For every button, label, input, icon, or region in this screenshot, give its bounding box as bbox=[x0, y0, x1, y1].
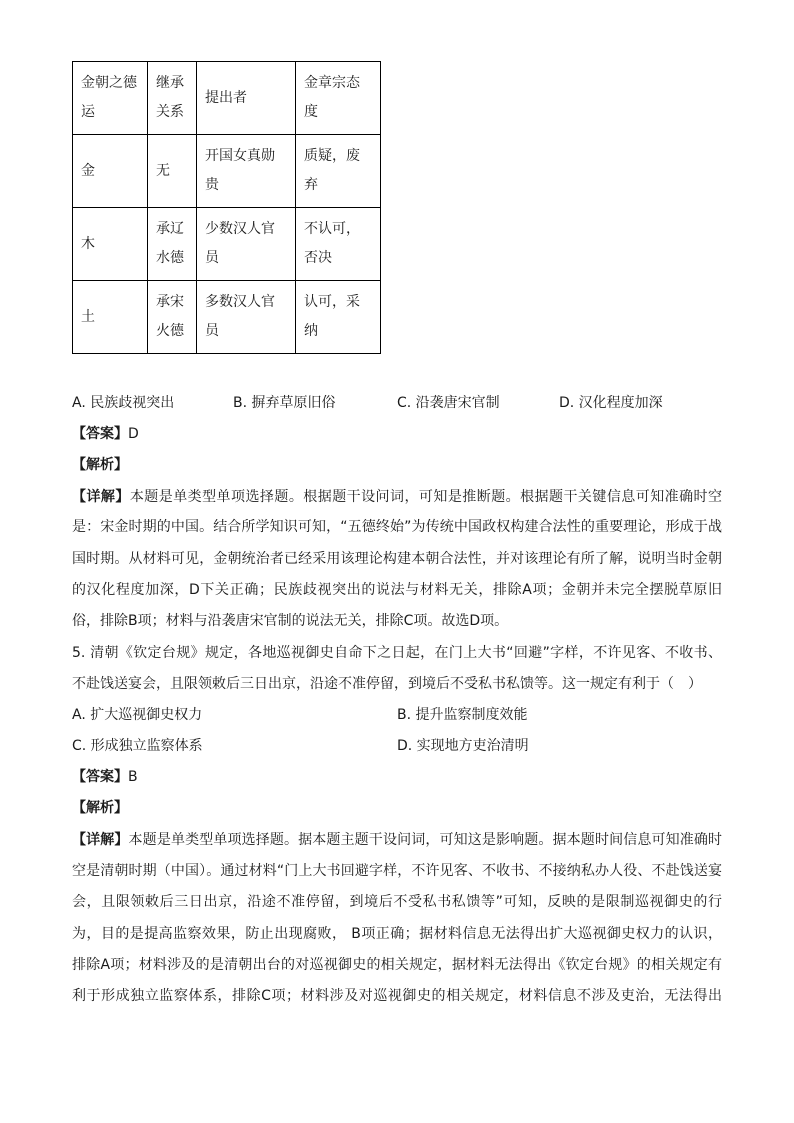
q5-detail-text: 本题是单类型单项选择题。据本题主题干设问词，可知这是影响题。据本题时间信息可知准确时 bbox=[128, 832, 723, 848]
answer-tag: 【答案】 bbox=[72, 769, 128, 785]
q5-analysis-line bbox=[72, 798, 722, 818]
analysis-tag: 【解析】 bbox=[72, 457, 128, 473]
table-cell: 木 bbox=[73, 208, 148, 281]
q5-stem-line: 不赴饯送宴会，且限领敕后三日出京，沿途不准停留，到境后不受私书私馈等。这一规定有利于（ ） bbox=[72, 676, 702, 692]
q5-detail-line: 利于形成独立监察体系，排除C项；材料涉及对巡视御史的相关规定，材料信息不涉及吏治，无法得出 bbox=[72, 988, 722, 1004]
table-header-cell: 继承关系 bbox=[148, 62, 197, 135]
table-cell: 认可，采纳 bbox=[296, 281, 381, 354]
detail-tag: 【详解】 bbox=[72, 832, 129, 848]
q4-answer-line bbox=[72, 424, 722, 444]
table-cell: 承辽水德 bbox=[148, 208, 197, 281]
q5-answer-line bbox=[72, 767, 722, 787]
table-cell: 不认可，否决 bbox=[296, 208, 381, 281]
q4-analysis-line bbox=[72, 455, 722, 475]
q5-detail-line: 排除A项；材料涉及的是清朝出台的对巡视御史的相关规定，据材料无法得出《钦定台规》的相关规定有 bbox=[72, 957, 722, 973]
table-header-cell: 金朝之德运 bbox=[73, 62, 148, 135]
q4-detail-line bbox=[72, 487, 722, 507]
q5-option-d: D. 实现地方吏治清明 bbox=[397, 738, 529, 754]
q4-detail-line: 是：宋金时期的中国。结合所学知识可知，“五德终始”为传统中国政权构建合法性的重要理论，形成于战 bbox=[72, 519, 722, 535]
jin-deyun-table bbox=[72, 61, 381, 354]
q5-detail-line: 空是清朝时期（中国）。通过材料“门上大书回避字样，不许见客、不收书、不接纳私办人役、不赴饯送宴 bbox=[72, 863, 722, 879]
q4-option-a: A. 民族歧视突出 bbox=[72, 395, 175, 411]
table-cell: 质疑，废弃 bbox=[296, 135, 381, 208]
q5-option-a: A. 扩大巡视御史权力 bbox=[72, 707, 203, 723]
table-header-row bbox=[73, 62, 381, 135]
q4-option-b: B. 摒弃草原旧俗 bbox=[233, 395, 336, 411]
q5-detail-line: 会，且限领敕后三日出京，沿途不准停留，到境后不受私书私馈等”可知，反映的是限制巡视御史的行 bbox=[72, 894, 722, 910]
q5-detail-line bbox=[72, 830, 722, 850]
table-header-cell: 提出者 bbox=[197, 62, 296, 135]
table-cell: 少数汉人官员 bbox=[197, 208, 296, 281]
detail-tag: 【详解】 bbox=[72, 489, 130, 505]
table-header-cell: 金章宗态度 bbox=[296, 62, 381, 135]
q4-detail-line: 的汉化程度加深，D下关正确；民族歧视突出的说法与材料无关，排除A项；金朝并未完全摆脱草原旧 bbox=[72, 582, 722, 598]
table-row bbox=[73, 135, 381, 208]
q5-answer-value: B bbox=[128, 769, 138, 785]
table-cell: 金 bbox=[73, 135, 148, 208]
analysis-tag: 【解析】 bbox=[72, 800, 128, 816]
table-row bbox=[73, 208, 381, 281]
table-cell: 土 bbox=[73, 281, 148, 354]
q4-detail-line: 国时期。从材料可见，金朝统治者已经采用该理论构建本朝合法性，并对该理论有所了解，说明当时金朝 bbox=[72, 551, 722, 567]
q4-detail-text: 本题是单类型单项选择题。根据题干设问词，可知是推断题。根据题干关键信息可知准确时空 bbox=[129, 489, 723, 505]
answer-tag: 【答案】 bbox=[72, 426, 128, 442]
q4-option-c: C. 沿袭唐宋官制 bbox=[397, 395, 500, 411]
table-cell: 开国女真勋贵 bbox=[197, 135, 296, 208]
table-cell: 多数汉人官员 bbox=[197, 281, 296, 354]
q5-option-c: C. 形成独立监察体系 bbox=[72, 738, 203, 754]
table-cell: 承宋火德 bbox=[148, 281, 197, 354]
table-cell: 无 bbox=[148, 135, 197, 208]
q5-option-b: B. 提升监察制度效能 bbox=[397, 707, 528, 723]
q4-option-d: D. 汉化程度加深 bbox=[559, 395, 663, 411]
q5-detail-line: 为，目的是提高监察效果，防止出现腐败， B项正确；据材料信息无法得出扩大巡视御史权力的认识， bbox=[72, 926, 722, 942]
q4-detail-line: 俗，排除B项；材料与沿袭唐宋官制的说法无关，排除C项。故选D项。 bbox=[72, 613, 509, 629]
q4-answer-value: D bbox=[128, 426, 139, 442]
table-row bbox=[73, 281, 381, 354]
q5-stem-line: 5. 清朝《钦定台规》规定，各地巡视御史自命下之日起，在门上大书“回避”字样，不许见客、不收书、 bbox=[72, 645, 722, 661]
